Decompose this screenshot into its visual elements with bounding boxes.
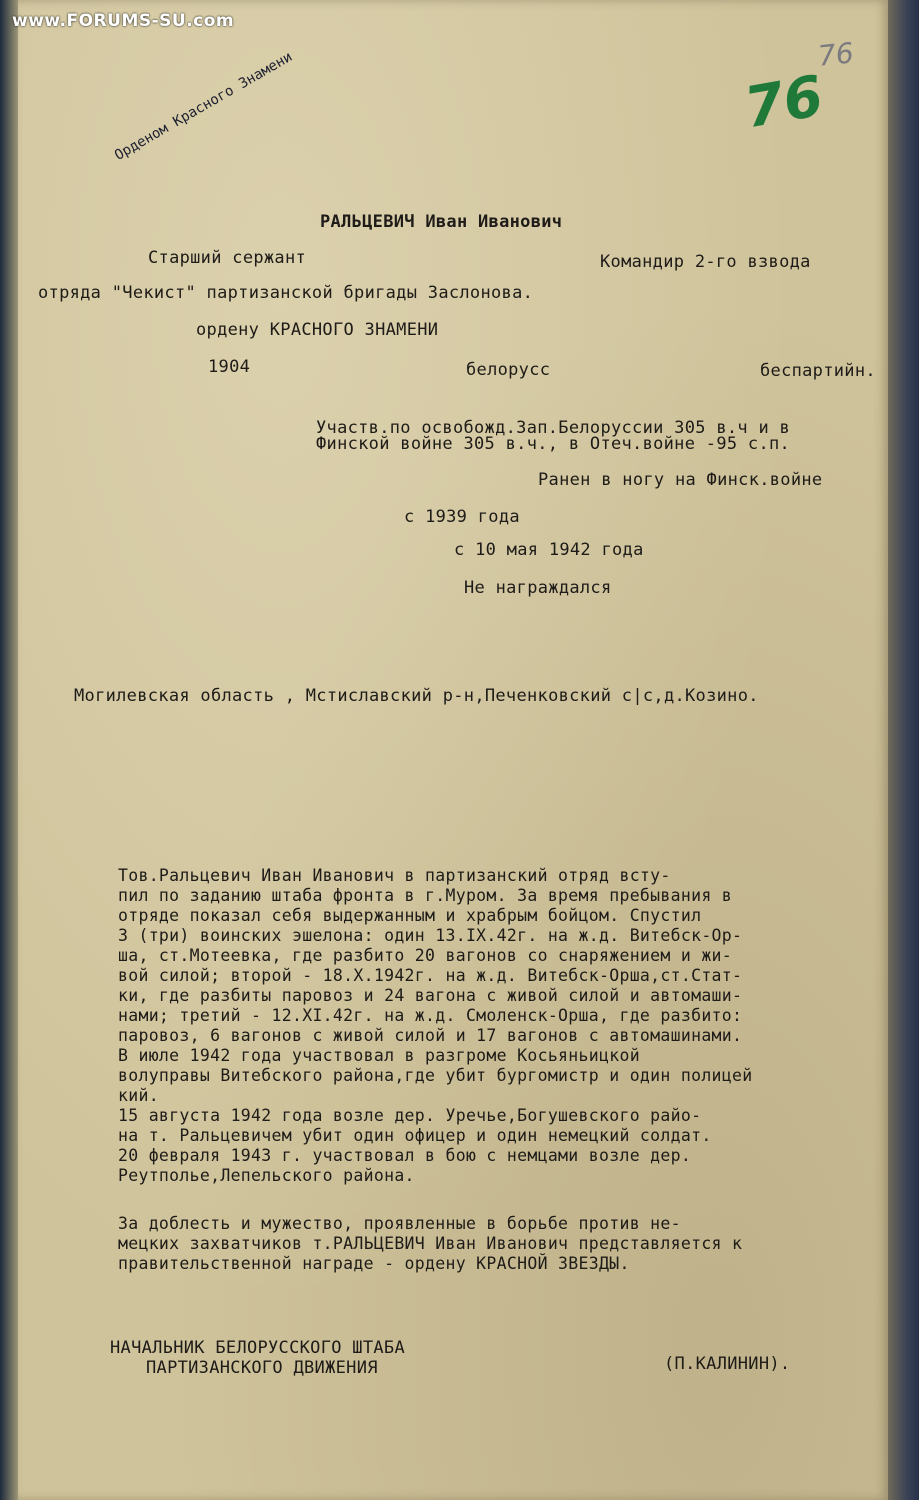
description-line: вой силой; второй - 18.X.1942г. на ж.д. Витебск-Орша,ст.Стат-: [118, 966, 743, 985]
description-line: паровоз, 6 вагонов с живой силой и 17 вагонов с автомашинами.: [118, 1026, 743, 1045]
archive-number-green: 76: [739, 63, 828, 142]
previous-awards: Не награждался: [464, 578, 612, 598]
description-line: на т. Ральцевичем убит один офицер и один немецкий солдат.: [118, 1126, 712, 1145]
partisan-since: с 10 мая 1942 года: [454, 540, 644, 560]
description-line: отряде показал себя выдержанным и храбрым бойцом. Спустил: [118, 906, 702, 925]
service-description: [118, 866, 753, 1186]
unit: отряда "Чекист" партизанской бригады Заслонова.: [38, 283, 534, 303]
archive-number-pencil: 76: [816, 36, 856, 73]
description-line: кий.: [118, 1086, 159, 1105]
wounds: Ранен в ногу на Финск.войне: [538, 470, 823, 490]
participation-line-2: Финской войне 305 в.ч., в Отеч.войне -95 с.п.: [316, 434, 791, 454]
description-line: ша, ст.Мотеевка, где разбито 20 вагонов со снаряжением и жи-: [118, 946, 733, 965]
signatory-title-2: ПАРТИЗАНСКОГО ДВИЖЕНИЯ: [146, 1358, 378, 1378]
recommendation-conclusion: [118, 1214, 742, 1274]
signatory-title-1: НАЧАЛЬНИК БЕЛОРУССКОГО ШТАБА: [110, 1338, 405, 1358]
description-line: волуправы Витебского района,где убит бургомистр и один полицей: [118, 1066, 753, 1085]
description-line: 15 августа 1942 года возле дер. Уречье,Богушевского райо-: [118, 1106, 702, 1125]
nationality: белорусс: [466, 360, 551, 380]
description-line: Тов.Ральцевич Иван Иванович в партизанский отряд всту-: [118, 866, 671, 885]
description-line: Реутполье,Лепельского района.: [118, 1166, 415, 1185]
rank: Старший сержант: [148, 248, 307, 268]
description-line: 20 февраля 1943 г. участвовал в бою с немцами возле дер.: [118, 1146, 692, 1165]
person-name: РАЛЬЦЕВИЧ Иван Иванович: [320, 212, 563, 232]
description-line: ки, где разбиты паровоз и 24 вагона с живой силой и автомаши-: [118, 986, 743, 1005]
army-since: с 1939 года: [404, 507, 520, 527]
description-line: нами; третий - 12.XI.42г. на ж.д. Смоленск-Орша, где разбито:: [118, 1006, 743, 1025]
birth-year: 1904: [208, 357, 251, 377]
home-address: Могилевская область , Мстиславский р-н,Печенковский с|с,д.Козино.: [74, 686, 759, 706]
description-line: 3 (три) воинских эшелона: один 13.IX.42г. на ж.д. Витебск-Ор-: [118, 926, 743, 945]
conclusion-line: мецких захватчиков т.РАЛЬЦЕВИЧ Иван Иванович представляется к: [118, 1234, 743, 1253]
award-requested: ордену КРАСНОГО ЗНАМЕНИ: [196, 320, 439, 340]
description-line: пил по заданию штаба фронта в г.Муром. За время пребывания в: [118, 886, 733, 905]
party-membership: беспартийн.: [760, 361, 876, 381]
conclusion-line: правительственной награде - ордену КРАСНОЙ ЗВЕЗДЫ.: [118, 1254, 630, 1273]
description-line: В июле 1942 года участвовал в разгроме Косьяньицкой: [118, 1046, 640, 1065]
signatory-name: (П.КАЛИНИН).: [664, 1354, 791, 1374]
position: Командир 2-го взвода: [600, 252, 811, 272]
conclusion-line: За доблесть и мужество, проявленные в борьбе против не-: [118, 1214, 681, 1233]
right-page-edge: [888, 0, 919, 1500]
award-stamp: Орденом Красного Знамени: [112, 48, 296, 164]
watermark: www.FORUMS-SU.com: [12, 11, 235, 31]
participation-line-1: Участв.по освобожд.Зап.Белоруссии 305 в.ч и в: [316, 418, 791, 438]
